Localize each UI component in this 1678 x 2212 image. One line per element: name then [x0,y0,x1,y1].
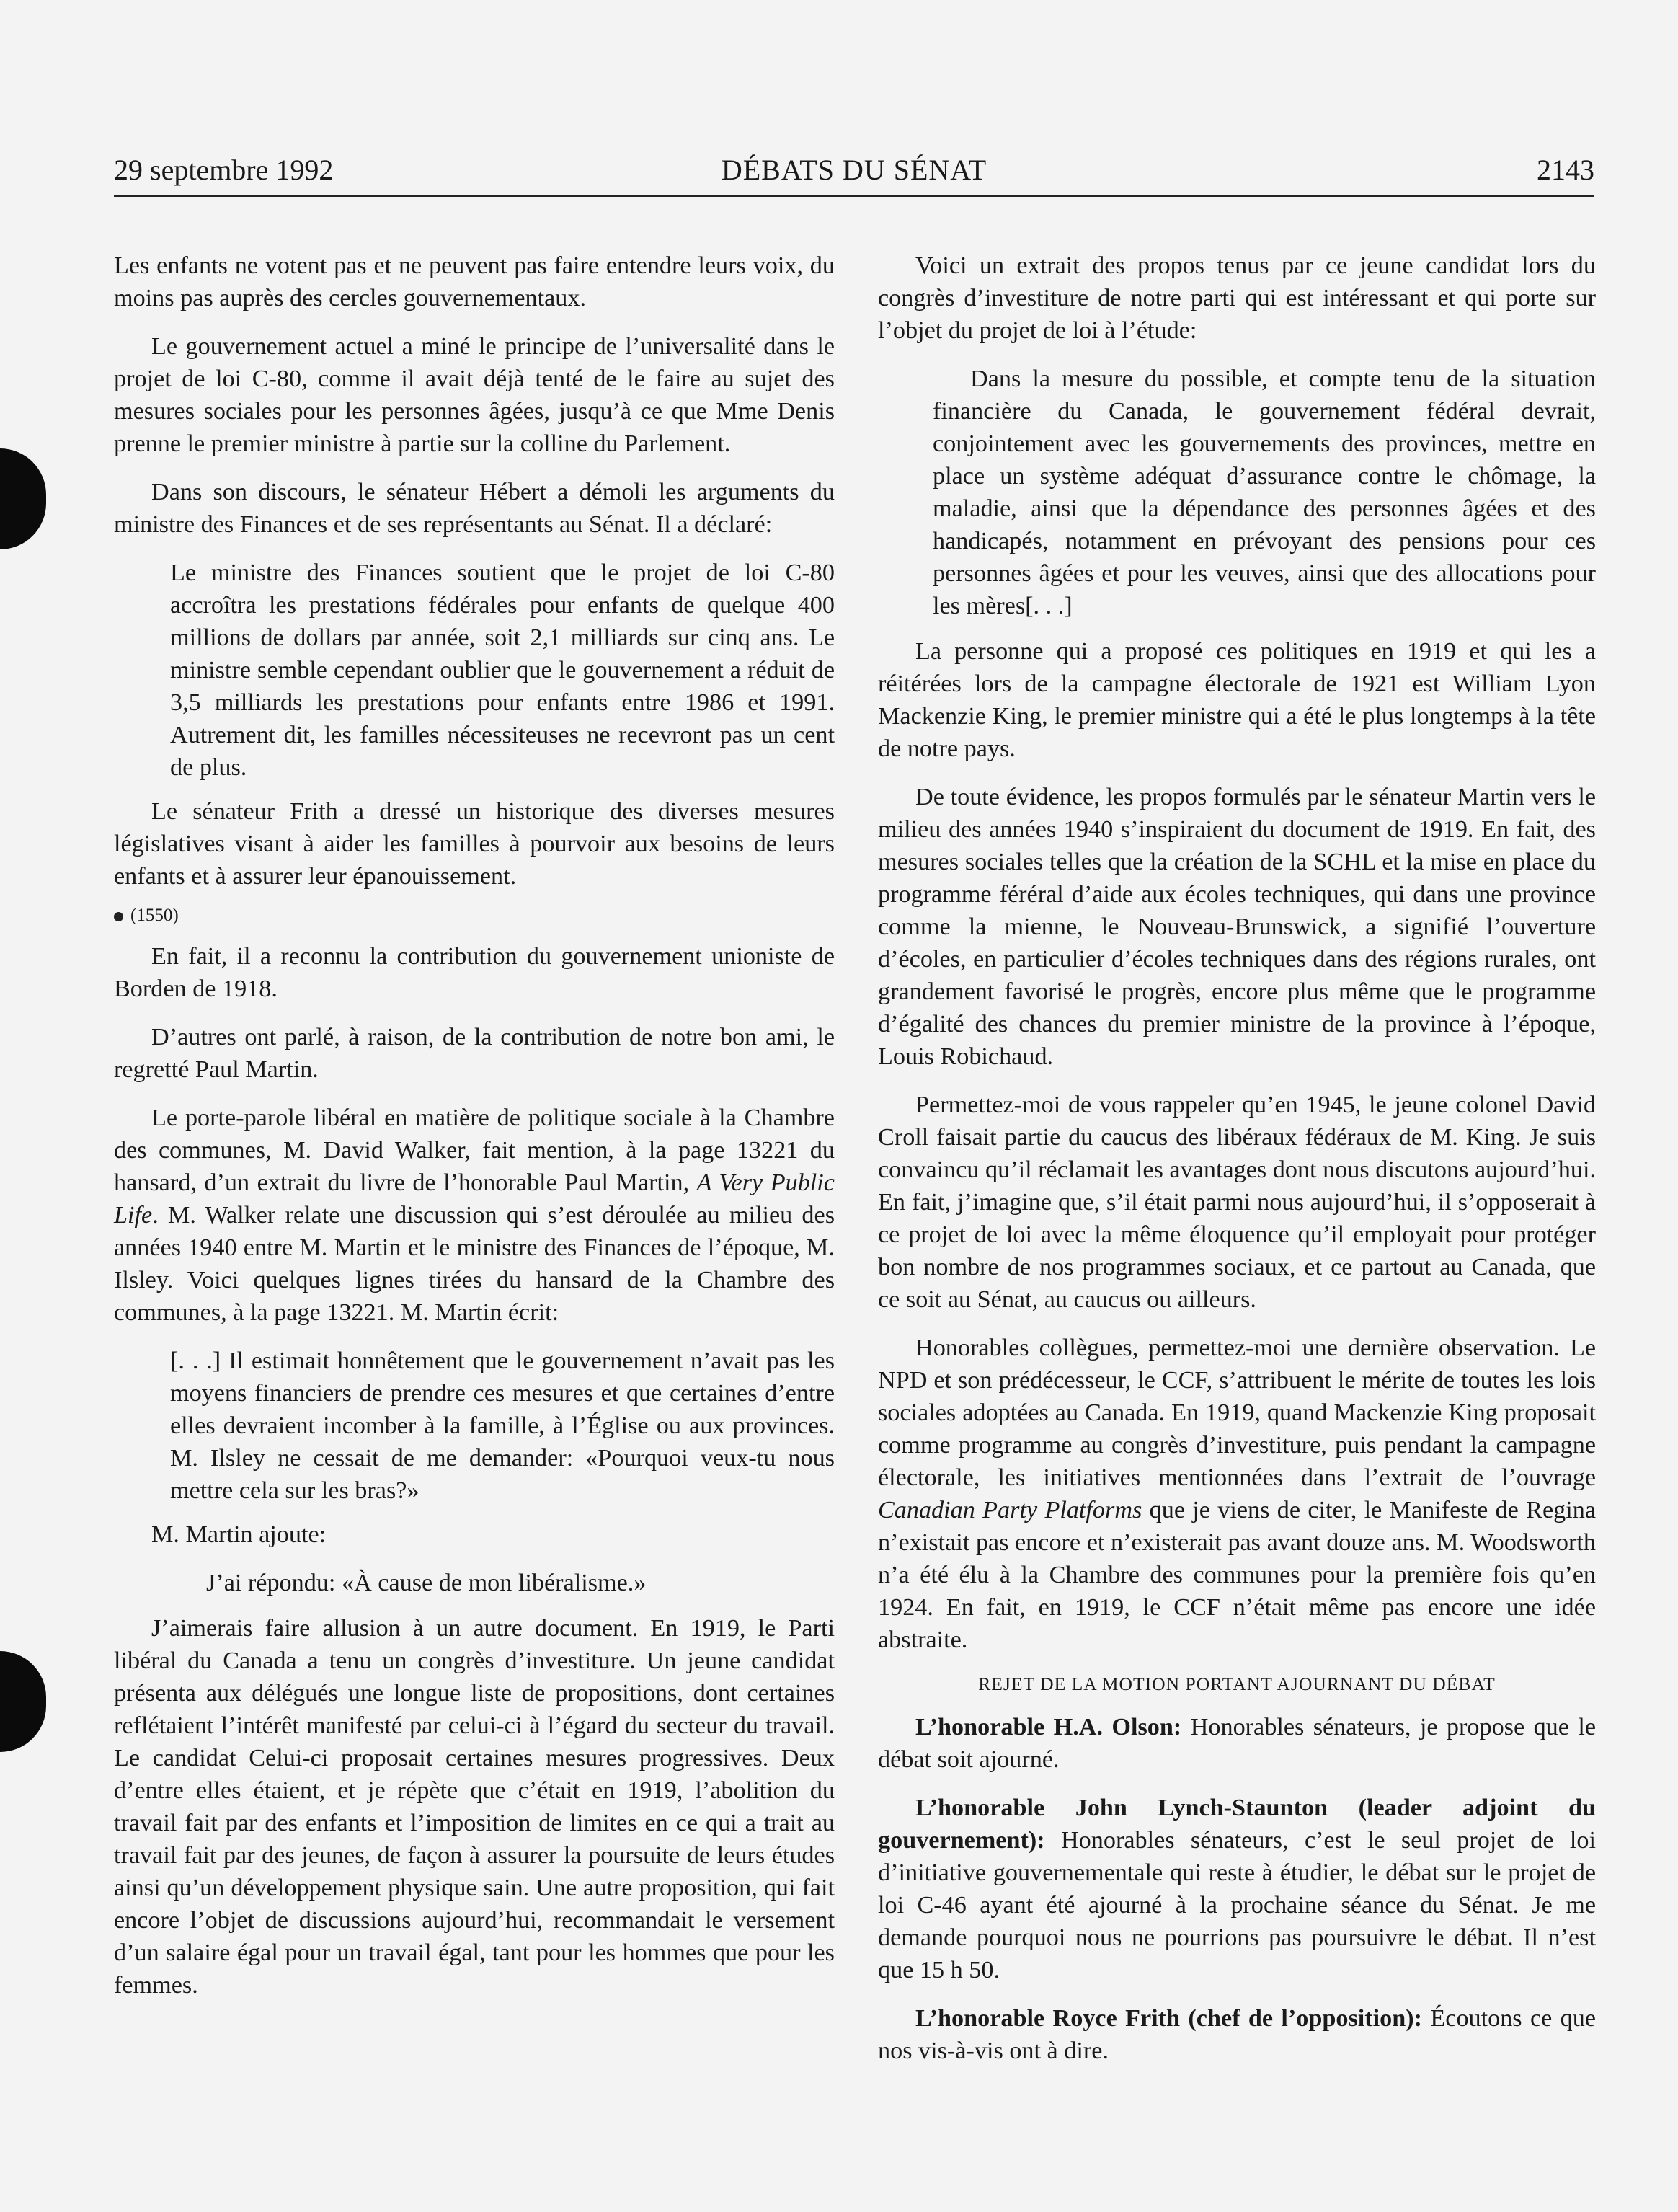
speech-text: Honorables sénateurs, je propose que le débat soit ajourné. [878,1714,1597,1773]
book-title: Canadian Party Platforms [878,1497,1142,1523]
block-quote: Dans la mesure du possible, et compte tenu de la situation financière du Canada, le gouvernement fédéral devrait, conjointement avec les gouvernements des provinces, mettre en place un système adéquat d’assurance contre le chômage, la maladie, ainsi que la dépendance des personnes âgées et des handicapés, notamment en prévoyant des pensions pour ces personnes âgées et pour les veuves, ainsi que des allocations pour les mères[. . .] [933,366,1596,619]
binder-hole [0,448,46,549]
paragraph: Le gouvernement actuel a miné le principe de l’universalité dans le projet de loi C-80, comme il avait déjà tenté de le faire au sujet des mesures sociales pour les personnes âgées, jusqu’à ce que Mme Denis prenne le premier ministre à partie sur la colline du Parlement. [114,333,835,457]
speech-text: Honorables sénateurs, c’est le seul projet de loi d’initiative gouvernementale qui reste à étudier, le débat sur le projet de loi C-46 ayant été ajourné à la prochaine séance du Sénat. Je me demande pourquoi nous ne pourrions pas poursuivre le débat. Il n’est que 15 h 50. [878,1827,1596,1983]
block-quote: Le ministre des Finances soutient que le projet de loi C-80 accroîtra les prestations fédérales pour enfants de quelque 400 millions de dollars par année, soit 2,1 milliards sur cinq ans. Le ministre semble cependant oublier que le gouvernement a réduit de 3,5 milliards les prestations pour enfants entre 1986 et 1991. Autrement dit, les familles nécessiteuses ne recevront pas un cent de plus. [170,559,835,781]
speaker-name: L’honorable H.A. Olson: [915,1714,1182,1740]
paragraph: Le sénateur Frith a dressé un historique des diverses mesures législatives visant à aider les familles à pourvoir aux besoins de leurs enfants et à assurer leur épanouissement. [114,798,835,890]
speaker-name: L’honorable Royce Frith (chef de l’opposition): [915,2005,1423,2032]
header-date: 29 septembre 1992 [114,154,334,186]
header-title: DÉBATS DU SÉNAT [721,154,987,186]
paragraph: Permettez-moi de vous rappeler qu’en 1945, le jeune colonel David Croll faisait partie du caucus des libéraux fédéraux de M. King. Je suis convaincu qu’il réclamait les avantages dont nous discutons aujourd’hui. En fait, j’imagine que, s’il était parmi nous aujourd’hui, il s’opposerait à ce projet de loi avec la même éloquence qu’il employait pour protéger bon nombre de nos programmes sociaux, et ce partout au Canada, que ce soit au Sénat, au caucus ou ailleurs. [878,1092,1596,1313]
book-title: A Very Public Life [114,1169,835,1229]
paragraph [878,1332,1596,1656]
paragraph-text: que je viens de citer, le Manifeste de Regina n’existait pas encore et n’existerait pas avant douze ans. M. Woodsworth n’a été élu à la Chambre des communes pour la première fois qu’en 1924. En fait, en 1919, le CCF n’était même pas encore une idée abstraite. [878,1497,1596,1653]
paragraph: En fait, il a reconnu la contribution du gouvernement unioniste de Borden de 1918. [114,943,835,1002]
speech-text: Écoutons ce que nos vis-à-vis ont à dire. [878,2005,1596,2064]
timestamp-text: (1550) [130,906,179,925]
page-number: 2143 [1537,154,1594,186]
speaker-name: L’honorable John Lynch-Staunton (leader adjoint du gouvernement): [878,1795,1596,1854]
paragraph: D’autres ont parlé, à raison, de la contribution de notre bon ami, le regretté Paul Martin. [114,1024,835,1083]
block-quote: [. . .] Il estimait honnêtement que le gouvernement n’avait pas les moyens financiers de prendre ces mesures et que certaines d’entre elles devraient incomber à la famille, à l’Église ou aux provinces. M. Ilsley ne cessait de me demander: «Pourquoi veux-tu nous mettre cela sur les bras?» [170,1348,835,1504]
speaker-paragraph [878,2002,1596,2067]
page-header [114,153,1594,197]
paragraph: Les enfants ne votent pas et ne peuvent pas faire entendre leurs voix, du moins pas auprès des cercles gouvernementaux. [114,252,835,311]
paragraph-text: . M. Walker relate une discussion qui s’est déroulée au milieu des années 1940 entre M. Martin et le ministre des Finances de l’époque, M. Ilsley. Voici quelques lignes tirées du hansard de la Chambre des communes, à la page 13221. M. Martin écrit: [114,1202,835,1326]
paragraph-text: Honorables collègues, permettez-moi une dernière observation. Le NPD et son prédécesseur, le CCF, s’attribuent le mérite de toutes les lois sociales adoptées au Canada. En 1919, quand Mackenzie King proposait comme programme au congrès d’investiture, puis pendant la campagne électorale, les initiatives mentionnées dans l’extrait de l’ouvrage [878,1335,1596,1491]
speaker-paragraph [878,1792,1596,1986]
paragraph: M. Martin ajoute: [151,1521,327,1548]
paragraph-text: Le porte-parole libéral en matière de politique sociale à la Chambre des communes, M. David Walker, fait mention, à la page 13221 du hansard, d’un extrait du livre de l’honorable Paul Martin, [114,1105,835,1196]
paragraph: Dans son discours, le sénateur Hébert a démoli les arguments du ministre des Finances et de ses représentants au Sénat. Il a déclaré: [114,479,835,538]
right-column [878,249,1596,2083]
section-subheading: REJET DE LA MOTION PORTANT AJOURNANT DU DÉBAT [978,1673,1496,1694]
timestamp [114,904,835,927]
speaker-paragraph [878,1711,1596,1776]
paragraph [114,1102,835,1329]
block-quote: J’ai répondu: «À cause de mon libéralisme.» [206,1570,647,1596]
paragraph: J’aimerais faire allusion à un autre document. En 1919, le Parti libéral du Canada a tenu un congrès d’investiture. Un jeune candidat présenta aux délégués une longue liste de propositions, dont certaines reflétaient l’intérêt manifesté par celui-ci à l’égard du secteur du travail. Le candidat Celui-ci proposait certaines mesures progressives. Deux d’entre elles étaient, et je répète que c’était en 1919, l’abolition du travail fait par des enfants et l’imposition de limites en ce qui a trait au travail fait par des jeunes, de façon à assurer la poursuite de leurs études ainsi qu’un développement physique sain. Une autre proposition, qui fait encore l’objet de discussions aujourd’hui, recommandait le versement d’un salaire égal pour un travail égal, tant pour les hommes que pour les femmes. [114,1615,835,1999]
left-column [114,249,835,2017]
paragraph: Voici un extrait des propos tenus par ce jeune candidat lors du congrès d’investiture de notre parti qui est intéressant et qui porte sur l’objet du projet de loi à l’étude: [878,252,1596,344]
paragraph: La personne qui a proposé ces politiques en 1919 et qui les a réitérées lors de la campagne électorale de 1921 est William Lyon Mackenzie King, le premier ministre qui a été le plus longtemps à la tête de notre pays. [878,638,1596,762]
binder-hole [0,1651,46,1752]
paragraph: De toute évidence, les propos formulés par le sénateur Martin vers le milieu des années 1940 s’inspiraient du document de 1919. En fait, des mesures sociales telles que la création de la SCHL et la mise en place du programme féréral d’aide aux écoles techniques, qui dans une province comme la mienne, le Nouveau-Brunswick, a signifié l’ouverture d’écoles, en particulier d’écoles techniques dans des régions rurales, ont grandement favorisé le progrès, encore plus même que le programme d’égalité des chances du premier ministre de la province à l’époque, Louis Robichaud. [878,784,1596,1070]
bullet-dot-icon [114,912,123,921]
